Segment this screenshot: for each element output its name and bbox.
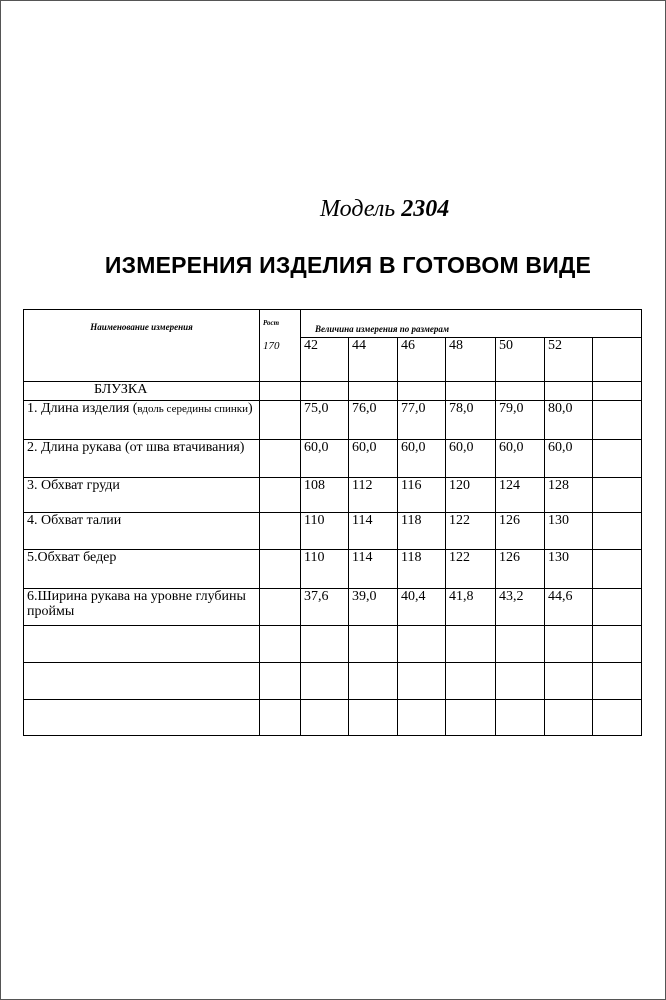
empty-cell [260,663,301,700]
measurements-table [23,309,642,736]
empty-cell [301,626,349,663]
empty-row [24,700,642,736]
value-cell: 126 [496,513,545,550]
empty-cell [593,382,642,401]
empty-cell [24,626,260,663]
value-cell: 60,0 [496,440,545,478]
empty-cell [496,700,545,736]
model-number: 2304 [401,196,450,222]
row-name-text: 1. Длина изделия ( [27,401,138,416]
empty-cell [301,382,349,401]
empty-cell [446,626,496,663]
value-cell: 130 [545,513,593,550]
value-cell: 114 [349,513,398,550]
size-cell: 44 [349,338,398,382]
table-row [24,478,642,513]
empty-cell [398,382,446,401]
height-cell [260,478,301,513]
header-sizes-cell [301,310,642,338]
size-cell: 50 [496,338,545,382]
empty-cell [301,700,349,736]
height-cell [260,550,301,589]
empty-cell [260,700,301,736]
empty-cell [496,626,545,663]
empty-cell [593,626,642,663]
header-name: Наименование измерения [90,322,193,332]
size-cell: 42 [301,338,349,382]
value-cell: 44,6 [545,589,593,626]
value-cell: 40,4 [398,589,446,626]
empty-cell [446,663,496,700]
size-cell: 52 [545,338,593,382]
height-cell [260,513,301,550]
model-heading [320,196,449,223]
value-cell: 126 [496,550,545,589]
header-height-label: Рост [263,319,280,327]
empty-cell [398,626,446,663]
table-row [24,440,642,478]
value-cell: 60,0 [446,440,496,478]
value-cell: 122 [446,513,496,550]
section-title: БЛУЗКА [24,382,260,401]
value-cell [593,401,642,440]
height-cell [260,401,301,440]
empty-cell [496,382,545,401]
empty-cell [545,700,593,736]
empty-cell [593,663,642,700]
size-cell: 48 [446,338,496,382]
value-cell: 124 [496,478,545,513]
header-sizes-label: Величина измерения по размерам [315,324,450,334]
size-cell: 46 [398,338,446,382]
empty-cell [349,382,398,401]
row-name: 4. Обхват талии [24,513,260,550]
empty-cell [398,700,446,736]
row-name [24,401,260,440]
empty-cell [24,700,260,736]
value-cell: 130 [545,550,593,589]
empty-row [24,663,642,700]
empty-cell [545,663,593,700]
value-cell: 116 [398,478,446,513]
value-cell: 112 [349,478,398,513]
value-cell: 79,0 [496,401,545,440]
empty-cell [545,626,593,663]
value-cell: 80,0 [545,401,593,440]
table-row [24,589,642,626]
header-row-top [24,310,642,338]
value-cell: 43,2 [496,589,545,626]
header-height-value: 170 [263,340,280,352]
empty-cell [446,382,496,401]
row-name: 2. Длина рукава (от шва втачивания) [24,440,260,478]
empty-cell [349,663,398,700]
value-cell: 77,0 [398,401,446,440]
empty-cell [301,663,349,700]
row-name: 6.Ширина рукава на уровне глубины проймы [24,589,260,626]
empty-cell [593,700,642,736]
value-cell [593,550,642,589]
empty-row [24,626,642,663]
empty-cell [349,700,398,736]
value-cell: 110 [301,513,349,550]
value-cell: 78,0 [446,401,496,440]
table-row [24,550,642,589]
empty-cell [496,663,545,700]
value-cell: 60,0 [349,440,398,478]
value-cell: 76,0 [349,401,398,440]
header-name-cell [24,310,260,382]
row-name-note: вдоль середины спинки [137,403,248,415]
empty-cell [446,700,496,736]
value-cell: 118 [398,550,446,589]
height-cell [260,440,301,478]
value-cell: 37,6 [301,589,349,626]
page-title: ИЗМЕРЕНИЯ ИЗДЕЛИЯ В ГОТОВОМ ВИДЕ [104,252,592,278]
table-row [24,513,642,550]
size-cell [593,338,642,382]
value-cell: 128 [545,478,593,513]
row-name-end: ) [247,401,253,416]
empty-cell [260,626,301,663]
section-row [24,382,642,401]
empty-cell [24,663,260,700]
row-name: 5.Обхват бедер [24,550,260,589]
value-cell: 110 [301,550,349,589]
value-cell: 122 [446,550,496,589]
value-cell: 60,0 [545,440,593,478]
height-cell [260,589,301,626]
value-cell [593,478,642,513]
empty-cell [260,382,301,401]
value-cell: 39,0 [349,589,398,626]
empty-cell [349,626,398,663]
empty-cell [545,382,593,401]
value-cell: 118 [398,513,446,550]
value-cell: 41,8 [446,589,496,626]
value-cell: 60,0 [398,440,446,478]
value-cell [593,589,642,626]
value-cell: 75,0 [301,401,349,440]
value-cell [593,513,642,550]
empty-cell [398,663,446,700]
value-cell [593,440,642,478]
model-label: Модель [320,196,396,222]
row-name: 3. Обхват груди [24,478,260,513]
header-height-cell [260,310,301,382]
value-cell: 60,0 [301,440,349,478]
value-cell: 114 [349,550,398,589]
value-cell: 120 [446,478,496,513]
value-cell: 108 [301,478,349,513]
table-row [24,401,642,440]
